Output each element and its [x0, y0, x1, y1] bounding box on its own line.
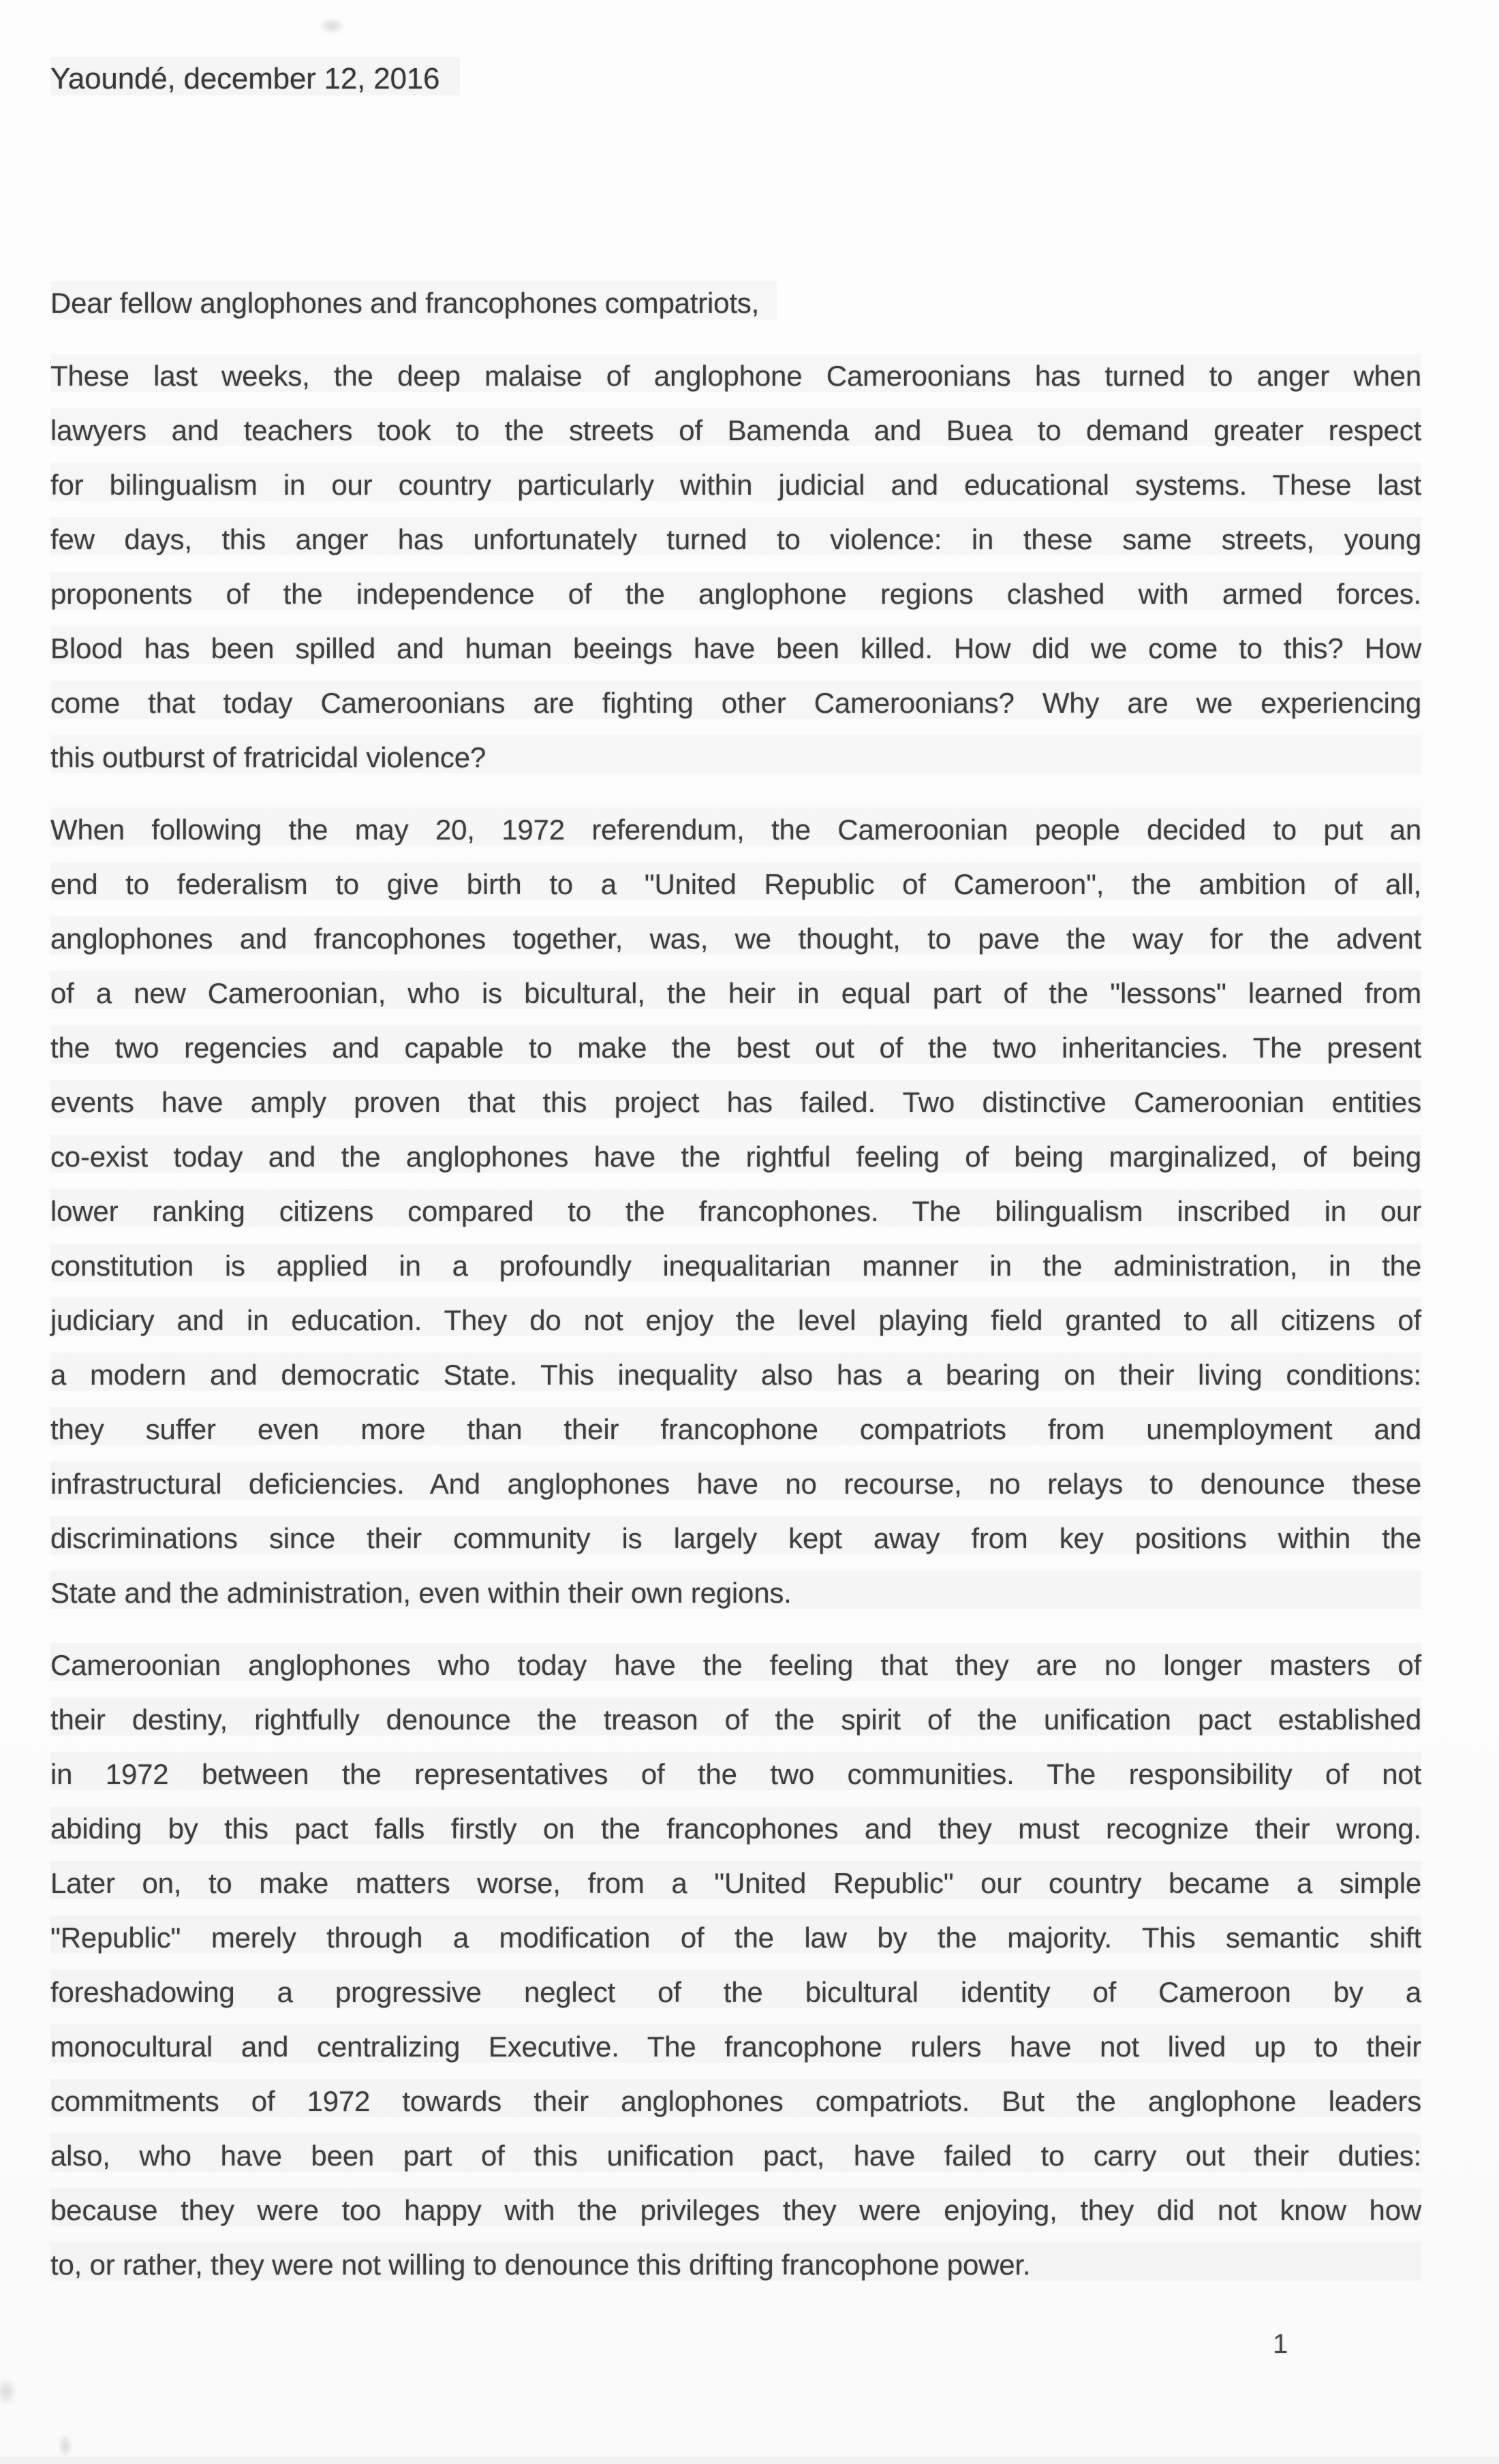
- text-line: the two regencies and capable to make the best out of the two inheritancies. The present: [50, 1021, 1421, 1075]
- scan-artifact-smudge: [319, 18, 345, 34]
- text-line: this outburst of fratricidal violence?: [50, 730, 1421, 785]
- text-line: lower ranking citizens compared to the francophones. The bilingualism inscribed in our: [50, 1184, 1421, 1239]
- paragraph: [50, 1638, 1421, 2292]
- paragraph: [50, 803, 1421, 1620]
- text-line: When following the may 20, 1972 referendum, the Cameroonian people decided to put an: [50, 803, 1421, 857]
- text-line: a modern and democratic State. This inequality also has a bearing on their living conditions:: [50, 1348, 1421, 1402]
- salutation: Dear fellow anglophones and francophones compatriots,: [50, 276, 777, 330]
- text-line: discriminations since their community is largely kept away from key positions within the: [50, 1511, 1421, 1566]
- letter-body: [50, 349, 1421, 2310]
- text-line: State and the administration, even within their own regions.: [50, 1566, 1421, 1620]
- text-line: "Republic" merely through a modification of the law by the majority. This semantic shift: [50, 1911, 1421, 1965]
- text-line: events have amply proven that this project has failed. Two distinctive Cameroonian entities: [50, 1075, 1421, 1130]
- text-line: to, or rather, they were not willing to denounce this drifting francophone power.: [50, 2238, 1421, 2292]
- text-line: come that today Cameroonians are fighting other Cameroonians? Why are we experiencing: [50, 676, 1421, 730]
- text-line: anglophones and francophones together, was, we thought, to pave the way for the advent: [50, 912, 1421, 966]
- text-line: few days, this anger has unfortunately turned to violence: in these same streets, young: [50, 512, 1421, 567]
- dateline: Yaoundé, december 12, 2016: [50, 52, 460, 106]
- text-line: judiciary and in education. They do not enjoy the level playing field granted to all citizens of: [50, 1293, 1421, 1348]
- text-line: they suffer even more than their francophone compatriots from unemployment and: [50, 1402, 1421, 1457]
- paragraph: [50, 349, 1421, 785]
- text-line: proponents of the independence of the anglophone regions clashed with armed forces.: [50, 567, 1421, 621]
- text-line: in 1972 between the representatives of the two communities. The responsibility of not: [50, 1747, 1421, 1802]
- text-line: co-exist today and the anglophones have the rightful feeling of being marginalized, of being: [50, 1130, 1421, 1184]
- text-line: because they were too happy with the privileges they were enjoying, they did not know how: [50, 2183, 1421, 2238]
- text-line: abiding by this pact falls firstly on the francophones and they must recognize their wrong.: [50, 1802, 1421, 1856]
- text-line: also, who have been part of this unification pact, have failed to carry out their duties:: [50, 2129, 1421, 2183]
- scan-artifact-bottom-edge: [0, 2457, 1499, 2464]
- text-line: of a new Cameroonian, who is bicultural, the heir in equal part of the "lessons" learned from: [50, 966, 1421, 1021]
- scan-artifact-left-edge: [0, 2378, 16, 2405]
- text-line: infrastructural deficiencies. And anglophones have no recourse, no relays to denounce these: [50, 1457, 1421, 1511]
- page-number: 1: [1273, 2329, 1288, 2359]
- text-line: monocultural and centralizing Executive. The francophone rulers have not lived up to their: [50, 2020, 1421, 2074]
- text-line: end to federalism to give birth to a "United Republic of Cameroon", the ambition of all,: [50, 857, 1421, 912]
- text-line: for bilingualism in our country particularly within judicial and educational systems. These last: [50, 458, 1421, 512]
- scan-artifact-bottom-mark: [59, 2434, 72, 2457]
- text-line: foreshadowing a progressive neglect of the bicultural identity of Cameroon by a: [50, 1965, 1421, 2020]
- text-line: their destiny, rightfully denounce the treason of the spirit of the unification pact established: [50, 1693, 1421, 1747]
- text-line: commitments of 1972 towards their anglophones compatriots. But the anglophone leaders: [50, 2074, 1421, 2129]
- text-line: Blood has been spilled and human beeings have been killed. How did we come to this? How: [50, 621, 1421, 676]
- text-line: lawyers and teachers took to the streets of Bamenda and Buea to demand greater respect: [50, 403, 1421, 458]
- text-line: These last weeks, the deep malaise of anglophone Cameroonians has turned to anger when: [50, 349, 1421, 403]
- text-line: Later on, to make matters worse, from a "United Republic" our country became a simple: [50, 1856, 1421, 1911]
- text-line: constitution is applied in a profoundly inequalitarian manner in the administration, in the: [50, 1239, 1421, 1293]
- text-line: Cameroonian anglophones who today have the feeling that they are no longer masters of: [50, 1638, 1421, 1693]
